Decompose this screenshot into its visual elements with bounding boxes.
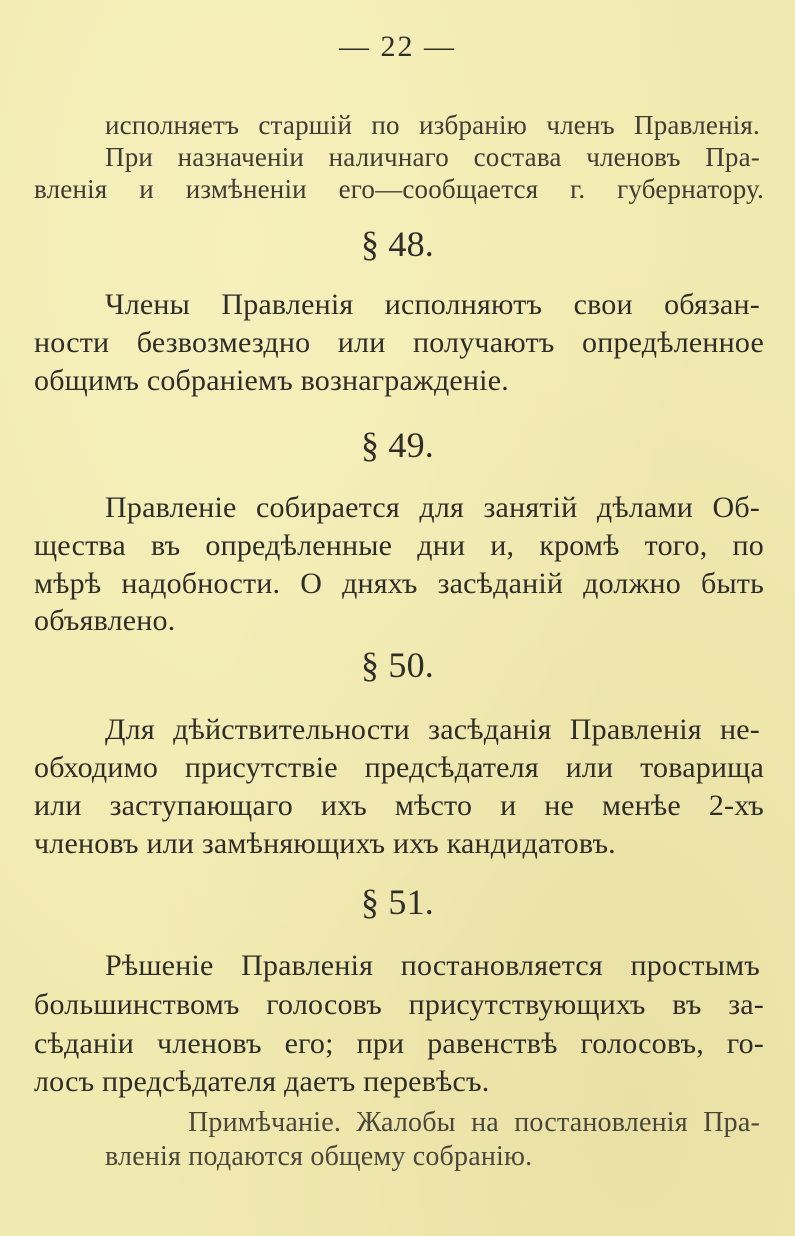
text-line: общимъ собраніемъ вознагражденіе.: [34, 364, 509, 397]
text-line: или заступающаго ихъ мѣсто и не менѣе 2-хъ: [34, 789, 764, 822]
text-line: вленія и измѣненіи его—сообщается г. губернатору.: [34, 174, 764, 204]
section-heading-48: § 48.: [361, 224, 434, 264]
text-line: большинствомъ голосовъ присутствующихъ въ за-: [34, 988, 764, 1021]
section-heading-49: § 49.: [361, 425, 434, 465]
page-number: — 22 —: [339, 30, 456, 63]
text-line: сѣданіи членовъ его; при равенствѣ голосовъ, го-: [34, 1027, 764, 1060]
text-line: ности безвозмездно или получаютъ опредѣленное: [34, 326, 764, 359]
section-heading-51: § 51.: [361, 882, 434, 922]
text-line: объявлено.: [34, 604, 176, 637]
text-line: исполняетъ старшій по избранію членъ Правленія.: [105, 110, 760, 140]
text-line: щества въ опредѣленные дни и, кромѣ того, по: [34, 529, 764, 562]
text-line: Для дѣйствительности засѣданія Правленія не-: [105, 713, 760, 746]
text-line: Правленіе собирается для занятій дѣлами Об-: [105, 491, 760, 524]
note-line: Примѣчаніе. Жалобы на постановленія Пра-: [188, 1107, 760, 1138]
text-line: Члены Правленія исполняютъ свои обязан-: [105, 288, 760, 321]
text-line: лосъ предсѣдателя даетъ перевѣсъ.: [34, 1065, 490, 1098]
text-line: мѣрѣ надобности. О дняхъ засѣданій должно быть: [34, 567, 764, 600]
text-line: членовъ или замѣняющихъ ихъ кандидатовъ.: [34, 827, 616, 860]
section-heading-50: § 50.: [361, 645, 434, 685]
note-line: вленія подаются общему собранію.: [105, 1141, 533, 1172]
text-line: При назначеніи наличнаго состава членовъ Пра-: [105, 142, 760, 172]
text-line: обходимо присутствіе предсѣдателя или товарища: [34, 751, 764, 784]
text-line: Рѣшеніе Правленія постановляется простымъ: [105, 949, 760, 982]
